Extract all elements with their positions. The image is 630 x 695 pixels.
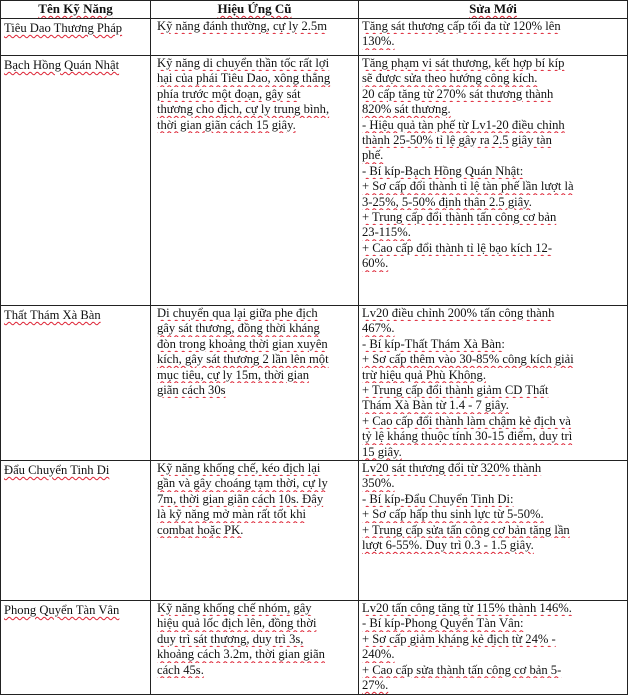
text-line: Tăng sát thương cấp tối đa từ 120% lên (362, 19, 561, 33)
skill-name: Thất Thám Xà Bàn (4, 308, 101, 322)
text-line: giãn cách 30s (157, 383, 226, 398)
text-line: Kỹ năng di chuyển thần tốc rất lợi (157, 56, 330, 70)
old-effect-cell (151, 306, 359, 461)
text-line: 240%. (362, 647, 395, 662)
skill-row (1, 19, 628, 56)
skill-row (1, 461, 628, 601)
text-line: 7m, thời gian giãn cách 10s. Đây (157, 491, 324, 506)
text-line: combat hoặc PK. (157, 522, 244, 537)
skill-name-cell (1, 56, 151, 306)
skill-name-cell (1, 461, 151, 601)
skill-name-cell (1, 601, 151, 694)
skill-row (1, 56, 628, 306)
old-effect-cell (151, 56, 359, 306)
text-line: 820% sát thương. (362, 102, 451, 117)
text-line: hiệu quả lốc địch lên, đồng thời (157, 616, 317, 631)
text-line: 23-115%. (362, 225, 411, 240)
skill-row (1, 306, 628, 461)
header-old-effect: Hiệu Ứng Cũ (151, 1, 359, 19)
text-line: + Sơ cấp thêm vào 30-85% công kích giải (362, 352, 574, 367)
text-line: Kỹ năng khống chế, kéo địch lại (157, 461, 321, 476)
text-line: + Trung cấp sửa tấn công cơ bản tăng lần (362, 522, 570, 537)
text-line: Thám Xà Bàn từ 1.4 - 7 giây. (362, 398, 509, 413)
text-line: thời gian giãn cách 15 giây. (157, 117, 296, 132)
text-line: Lv20 sát thương đổi từ 320% thành (362, 461, 542, 476)
text-line: phế. (362, 148, 384, 163)
text-line: mục tiêu, cự ly 15m, thời gian (157, 367, 309, 382)
text-line: sẽ được sửa theo hướng công kích. (362, 71, 538, 86)
old-effect-cell (151, 19, 359, 56)
text-line: gây sát thương, đồng thời kháng (157, 321, 320, 336)
text-line: 27%. (362, 678, 389, 693)
text-line: + Trung cấp đổi thành tấn công cơ bản (362, 210, 557, 225)
text-line: 15 giây. (362, 444, 402, 459)
skill-name-cell (1, 19, 151, 56)
text-line: Lv20 tấn công tăng từ 115% thành 146%. (362, 601, 572, 616)
new-change-cell (359, 56, 628, 306)
text-line: gần và gây choáng tạm thời, cự ly (157, 476, 328, 491)
text-line: + Sơ cấp giảm kháng kẻ địch từ 24% - (362, 631, 556, 646)
text-line: - Hiệu quả tàn phế từ Lv1-20 điều chỉnh (362, 117, 565, 132)
text-line: 130%. (362, 34, 395, 49)
text-line: 60%. (362, 256, 389, 271)
text-line: lượt 6-55%. Duy trì 0.3 - 1.5 giây. (362, 538, 534, 553)
skill-row (1, 601, 628, 694)
skill-name: Bạch Hồng Quán Nhật (4, 58, 120, 72)
new-change-cell (359, 601, 628, 694)
text-line: khoảng cách 3.2m, thời gian giãn (157, 647, 325, 662)
text-line: kích, gây sát thương 2 lần lên một (157, 352, 329, 367)
header-new-change: Sửa Mới (359, 1, 628, 19)
header-row (1, 1, 628, 19)
header-skill-name: Tên Kỹ Năng (1, 1, 151, 19)
text-line: 20 cấp tăng từ 270% sát thương thành (362, 86, 554, 101)
text-line: + Sơ cấp hấp thu sinh lực từ 5-50%. (362, 507, 544, 522)
skill-name: Đẩu Chuyển Tinh Di (4, 463, 110, 478)
text-line: phía trước một đoạn, gây sát (157, 86, 301, 101)
text-line: thương cho địch, cự ly trung bình, (157, 102, 330, 117)
new-change-cell (359, 19, 628, 56)
text-line: - Bí kíp-Đẩu Chuyển Tinh Di: (362, 491, 514, 506)
text-line: + Cao cấp đổi thành làm chậm kẻ địch và (362, 413, 571, 428)
text-line: + Trung cấp đổi thành giảm CD Thất (362, 383, 549, 398)
text-line: + Cao cấp đổi thành tỉ lệ bạo kích 12- (362, 240, 553, 255)
text-line: - Bí kíp-Bạch Hồng Quán Nhật: (362, 163, 524, 178)
text-line: - Bí kíp-Thất Thám Xà Bàn: (362, 336, 505, 351)
old-effect-cell (151, 601, 359, 694)
text-line: đòn trong khoảng thời gian xuyên (157, 336, 328, 351)
text-line: 3-25%, 5-50% định thân 2.5 giây. (362, 194, 532, 209)
text-line: thành 25-50% tỉ lệ gây ra 2.5 giây tàn (362, 133, 552, 148)
text-line: 467%. (362, 321, 395, 336)
new-change-cell (359, 306, 628, 461)
new-change-cell (359, 461, 628, 601)
skill-name-cell (1, 306, 151, 461)
text-line: Lv20 điều chỉnh 200% tấn công thành (362, 306, 555, 320)
old-effect-cell (151, 461, 359, 601)
text-line: - Bí kíp-Phong Quyển Tàn Vân: (362, 616, 524, 631)
text-line: Di chuyển qua lại giữa phe địch (157, 306, 318, 320)
text-line: + Cao cấp sửa thành tấn công cơ bản 5- (362, 662, 562, 677)
text-line: hại của phái Tiêu Dao, xông thẳng (157, 71, 331, 86)
skill-name: Tiêu Dao Thương Pháp (4, 21, 123, 35)
text-line: trừ hiệu quả Phù Không. (362, 367, 487, 382)
text-line: là kỹ năng mở màn rất tốt khi (157, 507, 307, 522)
text-line: duy trì sát thương, duy trì 3s, (157, 631, 304, 646)
text-line: cách 45s. (157, 662, 204, 677)
text-line: tỷ lệ kháng thuộc tính 30-15 điểm, duy trì (362, 429, 573, 444)
text-line: 350%. (362, 476, 395, 491)
text-line: Kỹ năng khống chế nhóm, gây (157, 601, 312, 616)
text-line: Kỹ năng đánh thường, cự ly 2.5m (157, 19, 328, 33)
skill-name: Phong Quyển Tàn Vân (4, 603, 120, 618)
text-line: + Sơ cấp đổi thành tỉ lệ tàn phế lần lượt là (362, 179, 574, 194)
text-line: Tăng phạm vi sát thương, kết hợp bí kíp (362, 56, 565, 70)
